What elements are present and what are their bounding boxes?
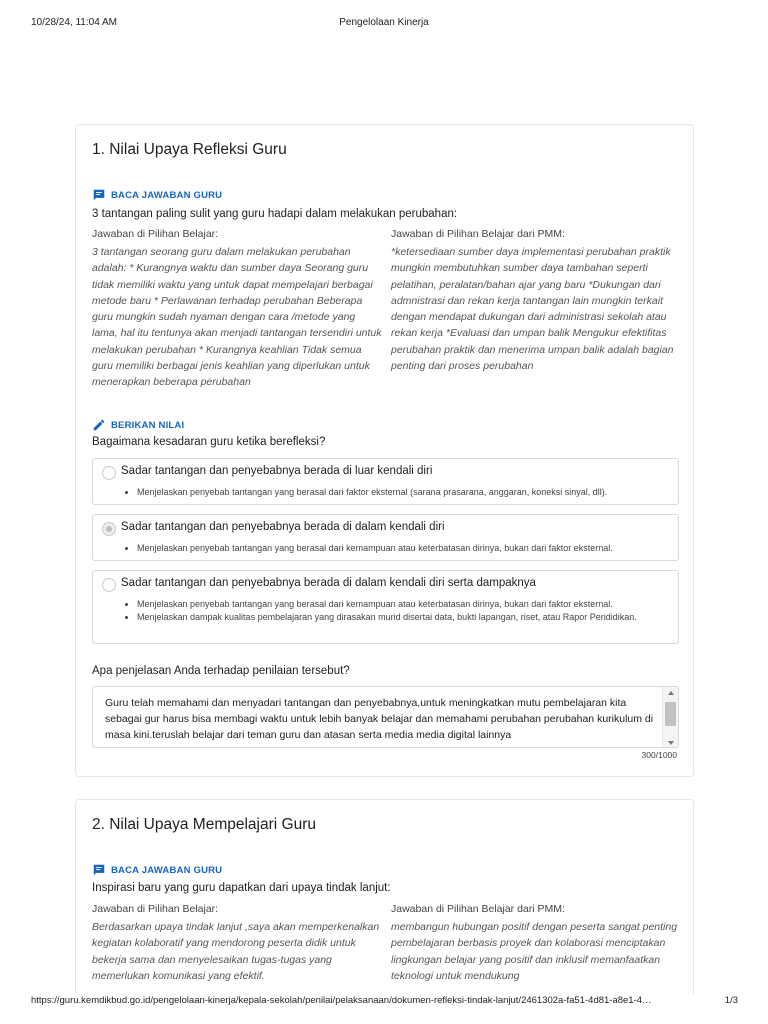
read-teacher-answer-link[interactable] — [92, 863, 222, 877]
explanation-textarea[interactable] — [92, 686, 679, 748]
print-header — [0, 17, 768, 31]
print-page-title: Pengelolaan Kinerja — [339, 17, 429, 28]
option-bullet: • Menjelaskan dampak kualitas pembelajaran yang dirasakan murid disertai data, bukti lapangan, riset, atau Rapor Pendidikan. — [137, 611, 673, 624]
answer-pilihan-belajar — [92, 903, 382, 984]
explain-question: Apa penjelasan Anda terhadap penilaian tersebut? — [92, 665, 350, 677]
option-bullet: • Menjelaskan penyebab tantangan yang berasal dari kemampuan atau keterbatasan dirinya, bukan dari faktor eksternal. — [137, 598, 673, 611]
scroll-up-icon[interactable] — [668, 691, 674, 695]
character-counter: 300/1000 — [641, 750, 677, 760]
answer-label: Jawaban di Pilihan Belajar: — [92, 228, 219, 240]
read-teacher-answer-label: BACA JAWABAN GURU — [111, 864, 223, 876]
answer-text: 3 tantangan seorang guru dalam melakukan perubahan adalah: * Kurangnya waktu dan sumber daya Seorang guru tidak memiliki waktu yang untuk dapat mempelajari berbagai metode baru * Perlawanan terhadap perubahan Beberapa guru mungkin sudah nyaman dengan cara /metode yang lama, hal itu tentunya akan menjadi tantangan tersendiri untuk melakukan perubahan * Kurangnya keahlian Tidak semua guru memiliki berbagai jenis keahlian yang diperlukan untuk menerapkan beberapa perubahan — [92, 246, 382, 389]
chat-icon — [92, 188, 106, 202]
scroll-down-icon[interactable] — [668, 741, 674, 745]
textarea-scrollbar[interactable] — [662, 687, 678, 748]
score-option-2[interactable] — [92, 514, 679, 561]
answer-label: Jawaban di Pilihan Belajar dari PMM: — [391, 903, 565, 915]
answer-text: Berdasarkan upaya tindak lanjut ,saya akan memperkenalkan kegiatan kolaboratif yang mendorong peserta didik untuk bekerja sama dan menyelesaikan tugas-tugas yang memerlukan komunikasi yang efektif. — [92, 921, 380, 982]
radio-button[interactable] — [102, 466, 116, 480]
option-label: Sadar tantangan dan penyebabnya berada di dalam kendali diri — [121, 521, 445, 533]
learning-score-card — [75, 799, 694, 994]
chat-icon — [92, 863, 106, 877]
score-question: Bagaimana kesadaran guru ketika berefleksi? — [92, 436, 326, 448]
pencil-icon — [92, 418, 106, 432]
score-option-1[interactable] — [92, 458, 679, 505]
explanation-text: Guru telah memahami dan menyadari tantangan dan penyebabnya,untuk meningkatkan mutu pembelajaran kita sebagai gur harus bisa membagi waktu untuk lebih banyak belajar dan memahami perubahan perubahan kurikulum di masa kini.teruslah belajar dari teman guru dan atasan serta media media digital lainnya — [105, 697, 654, 741]
reflection-score-card — [75, 124, 694, 777]
answer-text: *ketersediaan sumber daya implementasi perubahan praktik mungkin membutuhkan sumber daya tambahan seperti pelatihan, peralatan/bahan ajar yang baru *Dukungan dari admnistrasi dan rekan kerja tantangan lain mungkin terkait dengan mendapat dukungan dari administrasi sekolah atau rekan kerja *Evaluasi dan umpan balik Mengukur efektifitas perubahan praktik dan menerima umpan balik adalah bagian penting dari proses perubahan — [391, 246, 674, 373]
answer-label: Jawaban di Pilihan Belajar: — [92, 903, 219, 915]
scroll-thumb[interactable] — [665, 702, 676, 726]
print-page-number: 1/3 — [724, 995, 738, 1006]
score-option-3[interactable] — [92, 570, 679, 644]
card-title: 2. Nilai Upaya Mempelajari Guru — [92, 816, 316, 833]
read-teacher-answer-link[interactable] — [92, 188, 222, 202]
card-title: 1. Nilai Upaya Refleksi Guru — [92, 141, 287, 158]
radio-button[interactable] — [102, 578, 116, 592]
option-label: Sadar tantangan dan penyebabnya berada di luar kendali diri — [121, 465, 433, 477]
give-score-label: BERIKAN NILAI — [111, 419, 185, 431]
option-bullet: • Menjelaskan penyebab tantangan yang berasal dari faktor eksternal (sarana prasarana, anggaran, koneksi sinyal, dll). — [137, 486, 673, 499]
answer-text: membangun hubungan positif dengan peserta sangat penting pembelajaran berbasis proyek dan kolaborasi menciptakan lingkungan belajar yang positif dan inklusif memanfaatkan teknologi untuk mendukung — [391, 921, 678, 982]
option-label: Sadar tantangan dan penyebabnya berada di dalam kendali diri serta dampaknya — [121, 577, 536, 589]
radio-button-selected[interactable] — [102, 522, 116, 536]
print-url: https://guru.kemdikbud.go.id/pengelolaan-kinerja/kepala-sekolah/penilai/pelaksanaan/dokumen-refleksi-tindak-lanjut/2461302a-fa51-4d81-a8e1-4… — [31, 995, 652, 1006]
answer-pilihan-belajar-pmm — [391, 903, 681, 984]
answer-label: Jawaban di Pilihan Belajar dari PMM: — [391, 228, 565, 240]
challenge-question: 3 tantangan paling sulit yang guru hadapi dalam melakukan perubahan: — [92, 208, 458, 220]
option-bullet: • Menjelaskan penyebab tantangan yang berasal dari kemampuan atau keterbatasan dirinya, bukan dari faktor eksternal. — [137, 542, 673, 555]
answer-pilihan-belajar-pmm — [391, 228, 681, 374]
answer-pilihan-belajar — [92, 228, 382, 391]
read-teacher-answer-label: BACA JAWABAN GURU — [111, 189, 223, 201]
print-datetime: 10/28/24, 11:04 AM — [31, 17, 117, 28]
give-score-link[interactable] — [92, 418, 184, 432]
inspiration-question: Inspirasi baru yang guru dapatkan dari upaya tindak lanjut: — [92, 882, 391, 894]
